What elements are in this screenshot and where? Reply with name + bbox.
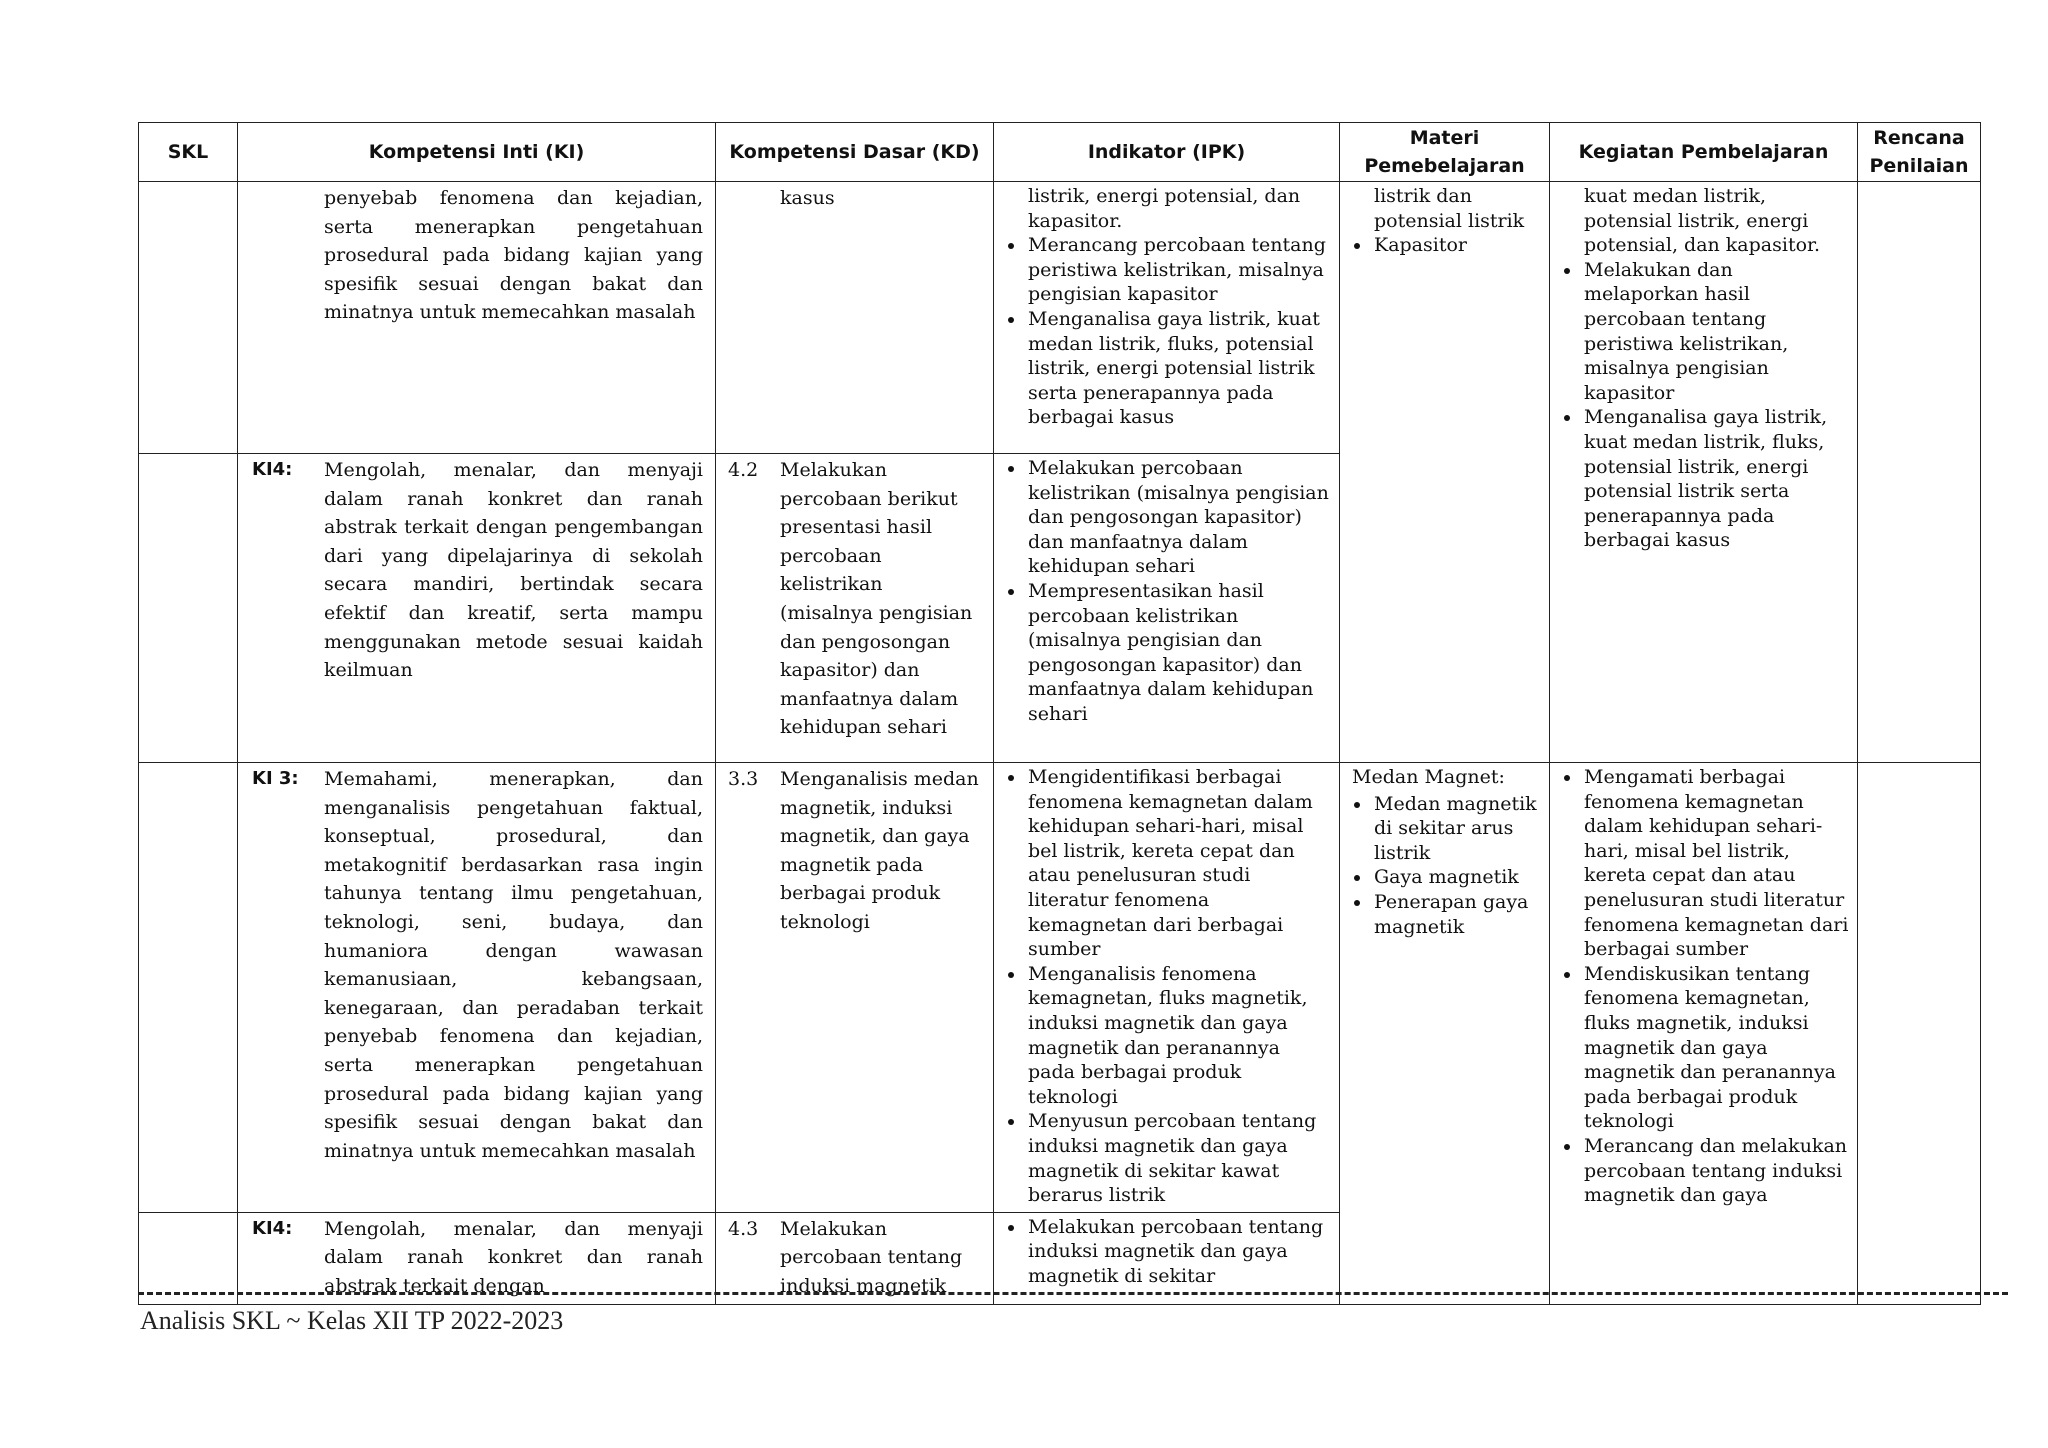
kegiatan-cell	[1550, 763, 1858, 1305]
ipk-item: • Melakukan percobaan kelistrikan (misalnya pengisian dan pengosongan kapasitor) dan manfaatnya dalam kehidupan sehari	[1026, 456, 1331, 579]
ki-cell	[238, 182, 716, 454]
kd-cell	[716, 454, 994, 763]
ki-text: Mengolah, menalar, dan menyaji dalam ranah konkret dan ranah abstrak terkait dengan	[324, 1217, 703, 1297]
kd-text: Melakukan percobaan berikut presentasi hasil percobaan kelistrikan (misalnya pengisian dan pengosongan kapasitor) dan manfaatnya dalam kehidupan sehari	[780, 459, 973, 739]
header-ki: Kompetensi Inti (KI)	[238, 123, 716, 182]
ipk-cell	[994, 182, 1340, 454]
ki-cell	[238, 763, 716, 1213]
ipk-item: • Melakukan percobaan tentang induksi magnetik dan gaya magnetik di sekitar	[1026, 1215, 1331, 1289]
kd-number: 4.3	[728, 1217, 759, 1240]
kd-number: 3.3	[728, 768, 759, 790]
kd-text: kasus	[780, 187, 835, 209]
materi-item: • Gaya magnetik	[1372, 865, 1541, 890]
kegiatan-item: • Merancang dan melakukan percobaan tentang induksi magnetik dan gaya	[1582, 1134, 1849, 1208]
ipk-cell	[994, 763, 1340, 1213]
skl-analysis-table	[138, 122, 1981, 1305]
page-break-line	[138, 1292, 2008, 1295]
rencana-cell	[1858, 182, 1981, 763]
kegiatan-item: • Mendiskusikan tentang fenomena kemagnetan, fluks magnetik, induksi magnetik dan gaya magnetik dan peranannya pada berbagai produk teknologi	[1582, 962, 1849, 1134]
header-ipk: Indikator (IPK)	[994, 123, 1340, 182]
kegiatan-item: • Menganalisa gaya listrik, kuat medan listrik, fluks, potensial listrik, energi potensial listrik serta penerapannya pada berbagai kasus	[1582, 405, 1849, 553]
kegiatan-item: • Melakukan dan melaporkan hasil percobaan tentang peristiwa kelistrikan, misalnya pengisian kapasitor	[1582, 258, 1849, 406]
kd-number	[728, 184, 780, 213]
ki-text: Mengolah, menalar, dan menyaji dalam ranah konkret dan ranah abstrak terkait dengan pengembangan dari yang dipelajarinya di sekolah secara mandiri, bertindak secara efektif dan kreatif, serta mampu menggunakan metode sesuai kaidah keilmuan	[324, 459, 703, 682]
kegiatan-item: kuat medan listrik, potensial listrik, energi potensial, dan kapasitor.	[1584, 185, 1821, 257]
header-rencana: Rencana Penilaian	[1858, 123, 1981, 182]
materi-cell	[1340, 182, 1550, 763]
materi-item: • Kapasitor	[1372, 233, 1541, 258]
kd-cell	[716, 182, 994, 454]
materi-item: • Penerapan gaya magnetik	[1372, 890, 1541, 939]
ki-cell	[238, 454, 716, 763]
table-row	[139, 182, 1981, 454]
header-row	[139, 123, 1981, 182]
ki-text: penyebab fenomena dan kejadian, serta menerapkan pengetahuan prosedural pada bidang kajian yang spesifik sesuai dengan bakat dan minatnya untuk memecahkan masalah	[324, 187, 703, 324]
ki-text: Memahami, menerapkan, dan menganalisis pengetahuan faktual, konseptual, prosedural, dan metakognitif berdasarkan rasa ingin tahunya tentang ilmu pengetahuan, teknologi, seni, budaya, dan humaniora dengan wawasan kemanusiaan, kebangsaan, kenegaraan, dan peradaban terkait penyebab fenomena dan kejadian, serta menerapkan pengetahuan prosedural pada bidang kajian yang spesifik sesuai dengan bakat dan minatnya untuk memecahkan masalah	[324, 768, 703, 1162]
ki-label: KI4:	[252, 459, 293, 480]
kd-text: Menganalisis medan magnetik, induksi magnetik, dan gaya magnetik pada berbagai produk teknologi	[780, 768, 979, 933]
ipk-item: • Merancang percobaan tentang peristiwa kelistrikan, misalnya pengisian kapasitor	[1026, 233, 1331, 307]
ki-label: KI4:	[252, 1217, 293, 1239]
ipk-item: • Mempresentasikan hasil percobaan kelistrikan (misalnya pengisian dan pengosongan kapasitor) dan manfaatnya dalam kehidupan sehari	[1026, 579, 1331, 727]
ipk-item: • Menganalisa gaya listrik, kuat medan listrik, fluks, potensial listrik, energi potensial listrik serta penerapannya pada berbagai kasus	[1026, 307, 1331, 430]
header-skl: SKL	[139, 123, 238, 182]
header-kd: Kompetensi Dasar (KD)	[716, 123, 994, 182]
kegiatan-cell	[1550, 182, 1858, 763]
kd-cell	[716, 763, 994, 1213]
kd-text: Melakukan percobaan tentang induksi magnetik	[780, 1217, 963, 1297]
materi-cell	[1340, 763, 1550, 1305]
header-materi: Materi Pemebelajaran	[1340, 123, 1550, 182]
materi-item: • Medan magnetik di sekitar arus listrik	[1372, 792, 1541, 866]
ki-label	[252, 184, 324, 327]
skl-cell	[139, 454, 238, 763]
ipk-item: • Menyusun percobaan tentang induksi magnetik dan gaya magnetik di sekitar kawat berarus listrik	[1026, 1109, 1331, 1207]
rencana-cell	[1858, 763, 1981, 1305]
ipk-cell	[994, 454, 1340, 763]
ki-label: KI 3:	[252, 768, 299, 789]
table-row	[139, 763, 1981, 1213]
materi-heading: Medan Magnet:	[1352, 766, 1505, 788]
ipk-item: • Mengidentifikasi berbagai fenomena kemagnetan dalam kehidupan sehari-hari, misal bel listrik, kereta cepat dan atau penelusuran studi literatur fenomena kemagnetan dari berbagai sumber	[1026, 765, 1331, 962]
materi-item: listrik dan potensial listrik	[1374, 185, 1525, 232]
skl-cell	[139, 763, 238, 1213]
page-footer: Analisis SKL ~ Kelas XII TP 2022-2023	[140, 1306, 564, 1335]
kegiatan-item: • Mengamati berbagai fenomena kemagnetan dalam kehidupan sehari-hari, misal bel listrik, kereta cepat dan atau penelusuran studi literatur fenomena kemagnetan dari berbagai sumber	[1582, 765, 1849, 962]
ipk-item: listrik, energi potensial, dan kapasitor.	[1028, 185, 1301, 232]
ipk-item: • Menganalisis fenomena kemagnetan, fluks magnetik, induksi magnetik dan gaya magnetik dan peranannya pada berbagai produk teknologi	[1026, 962, 1331, 1110]
header-kegiatan: Kegiatan Pembelajaran	[1550, 123, 1858, 182]
skl-cell	[139, 182, 238, 454]
kd-number: 4.2	[728, 459, 759, 481]
